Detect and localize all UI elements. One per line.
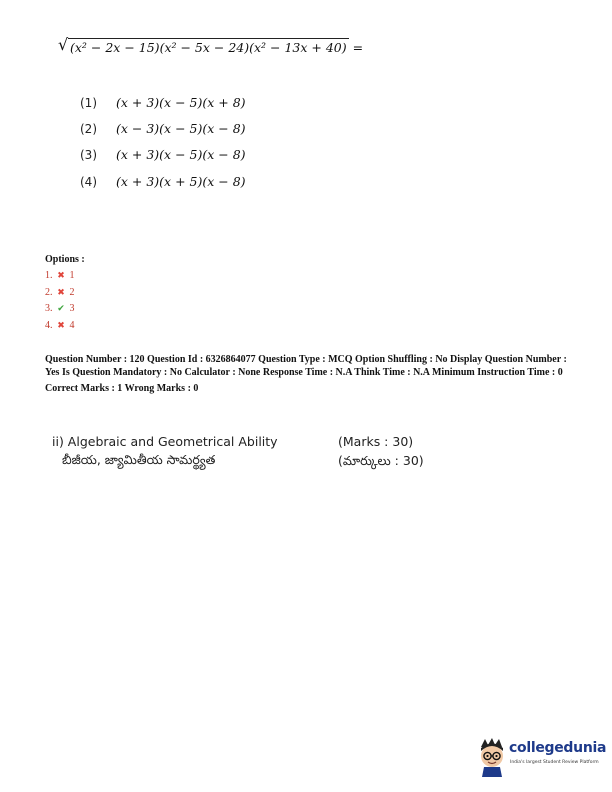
logo-wordmark: collegedunia	[509, 740, 607, 756]
radicand: (x² − 2x − 15)(x² − 5x − 24)(x² − 13x + 40)	[70, 40, 347, 55]
cross-icon: ✖	[57, 288, 65, 298]
cross-icon: ✖	[57, 271, 65, 281]
option-index: 1.	[45, 270, 53, 281]
metadata-details: Question Number : 120 Question Id : 6326864077 Question Type : MCQ Option Shuffling : No Display Question Number : Yes Is Question Mandatory : No Calculator : None Response Time : N.A Think Time : N.A Minimum Instruction Time : 0	[45, 354, 567, 378]
option-index: 2.	[45, 287, 53, 298]
choice-2	[80, 121, 246, 136]
options-heading: Options :	[45, 254, 85, 265]
choice-4	[80, 174, 246, 189]
choice-number: (3)	[80, 148, 97, 162]
option-item-2	[45, 287, 75, 298]
choice-1	[80, 95, 246, 110]
checkmark-icon: ✔	[57, 304, 65, 314]
option-item-4	[45, 320, 75, 331]
option-index: 3.	[45, 303, 53, 314]
logo-tagline: India's largest Student Review Platform	[510, 760, 599, 765]
option-value: 2	[69, 287, 75, 298]
option-item-1	[45, 270, 75, 281]
marks-details: Correct Marks : 1 Wrong Marks : 0	[45, 383, 199, 394]
option-value: 3	[69, 303, 75, 314]
section-marks-english: (Marks : 30)	[338, 434, 414, 449]
option-item-3	[45, 303, 75, 314]
square-root	[58, 35, 349, 55]
choice-3	[80, 147, 246, 162]
choice-expression: (x + 3)(x − 5)(x − 8)	[116, 147, 246, 162]
option-value: 4	[69, 320, 75, 331]
section-title-telugu: బీజీయ, జ్యామితీయ సామర్థ్యత	[62, 452, 216, 467]
cross-icon: ✖	[57, 321, 65, 331]
question-metadata	[45, 354, 575, 396]
section-title-english: ii) Algebraic and Geometrical Ability	[52, 434, 278, 449]
question-expression	[58, 35, 364, 55]
choice-number: (1)	[80, 96, 97, 110]
collegedunia-logo	[476, 737, 608, 777]
choice-number: (2)	[80, 122, 97, 136]
equals-sign: =	[352, 40, 364, 55]
option-index: 4.	[45, 320, 53, 331]
radical-sign-icon: √	[58, 35, 69, 54]
choice-expression: (x + 3)(x − 5)(x + 8)	[116, 95, 246, 110]
mascot-icon	[476, 737, 508, 777]
option-value: 1	[69, 270, 75, 281]
section-marks-telugu: (మార్కులు : 30)	[338, 453, 424, 468]
choice-expression: (x + 3)(x + 5)(x − 8)	[116, 174, 246, 189]
choice-number: (4)	[80, 175, 97, 189]
choice-expression: (x − 3)(x − 5)(x − 8)	[116, 121, 246, 136]
